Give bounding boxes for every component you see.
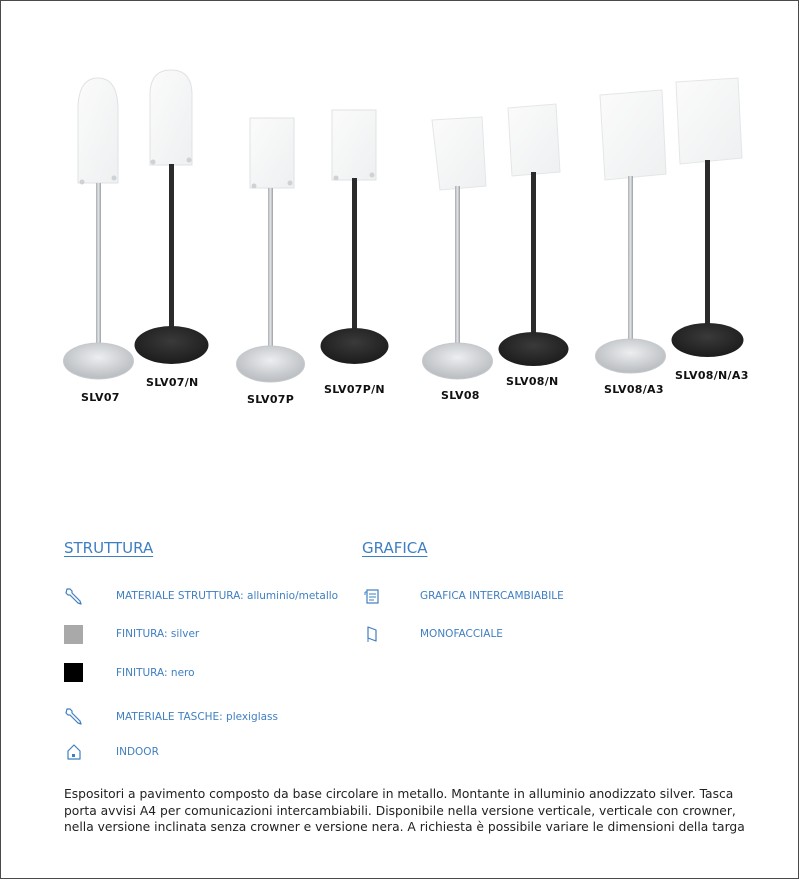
product-slv07-n — [135, 70, 209, 364]
product-description: Espositori a pavimento composto da base circolare in metallo. Montante in alluminio anodizzato silver. Tasca porta avvisi A4 per comunicazioni intercambiabili. Disponibile nella versione verticale, verticale con crowner, nella versione inclinata senza crowner e versione nera. A richiesta è possibile variare le dimensioni della targa — [64, 787, 745, 834]
product-label-slv08-a3: SLV08/A3 — [604, 383, 664, 396]
product-label-slv07p: SLV07P — [247, 393, 295, 406]
wrench-icon — [64, 706, 84, 726]
grafica-title: GRAFICA — [362, 539, 428, 557]
spec-monofacciale: MONOFACCIALE — [420, 628, 503, 640]
product-label-slv07p-n: SLV07P/N — [324, 383, 385, 396]
product-label-slv07: SLV07 — [81, 391, 120, 404]
product-slv08-n-a3 — [672, 78, 744, 357]
product-label-slv07-n: SLV07/N — [146, 376, 199, 389]
product-label-slv08-n-a3: SLV08/N/A3 — [675, 369, 749, 382]
spec-materiale-tasche: MATERIALE TASCHE: plexiglass — [116, 711, 279, 723]
graphic-frame-icon — [362, 586, 382, 606]
spec-finitura-nero: FINITURA: nero — [116, 667, 195, 679]
product-slv08-a3 — [596, 90, 667, 373]
spec-finitura-silver: FINITURA: silver — [116, 628, 200, 640]
product-slv07p-n — [321, 110, 389, 364]
product-illustrations — [0, 0, 799, 420]
product-label-slv08: SLV08 — [441, 389, 480, 402]
swatch-silver — [64, 625, 83, 644]
struttura-title: STRUTTURA — [64, 539, 154, 557]
product-label-slv08-n: SLV08/N — [506, 375, 559, 388]
spec-materiale-struttura: MATERIALE STRUTTURA: alluminio/metallo — [116, 590, 339, 602]
product-slv07p — [237, 118, 305, 382]
product-slv08-n — [499, 104, 569, 366]
spec-indoor: INDOOR — [116, 746, 159, 758]
wrench-icon — [64, 586, 84, 606]
product-slv08 — [423, 117, 493, 379]
spec-grafica-intercambiabile: GRAFICA INTERCAMBIABILE — [420, 590, 564, 602]
house-icon — [64, 742, 84, 762]
single-sided-icon — [362, 624, 382, 644]
swatch-black — [64, 663, 83, 682]
product-slv07 — [64, 78, 134, 379]
